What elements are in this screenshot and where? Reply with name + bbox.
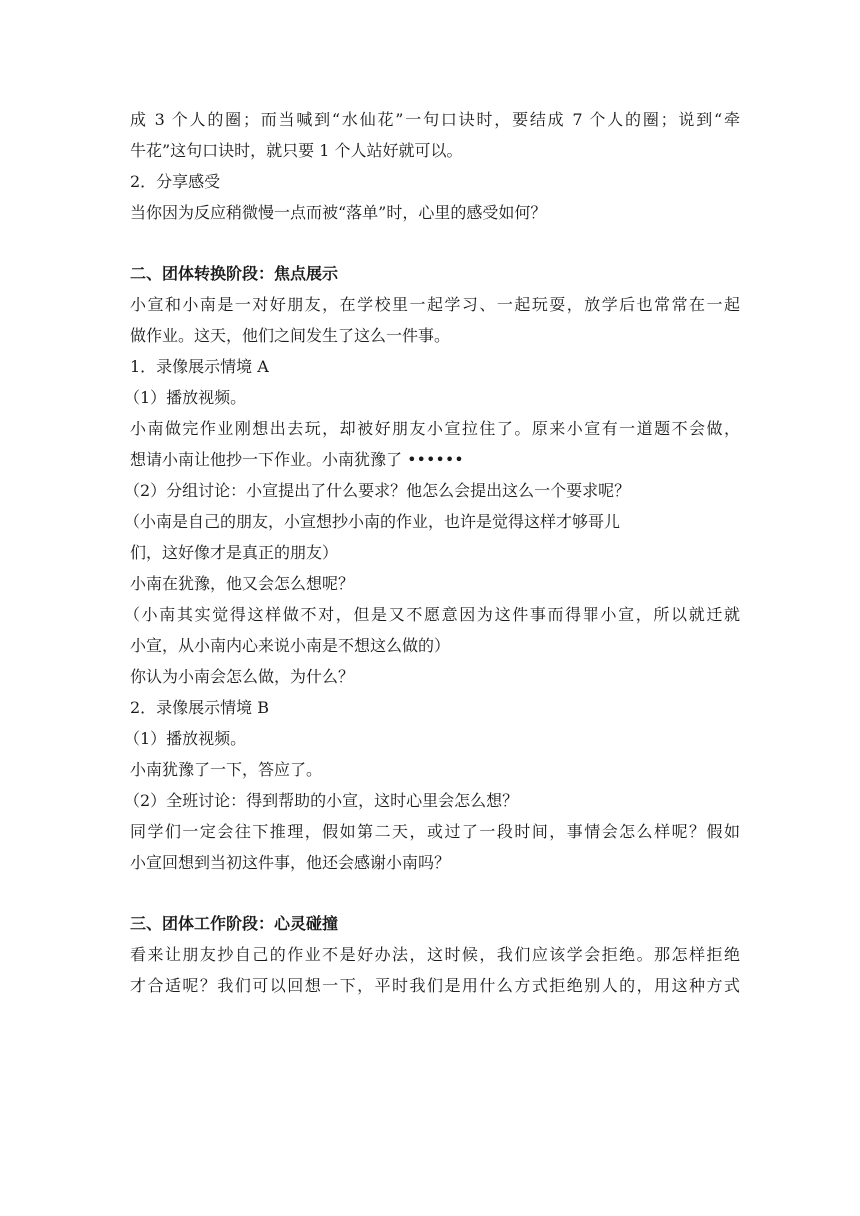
list-item: （1）播放视频。 [124, 729, 247, 748]
paragraph-line: 小南在犹豫，他又会怎么想呢？ [130, 574, 355, 593]
paragraph-line: （小南是自己的朋友，小宣想抄小南的作业，也许是觉得这样才够哥儿 [124, 512, 621, 531]
list-item: 2．分享感受 [130, 172, 221, 191]
paragraph-line: 小南犹豫了一下，答应了。 [130, 760, 323, 779]
paragraph-line: 你认为小南会怎么做，为什么？ [130, 667, 355, 686]
paragraph-line: 们，这好像才是真正的朋友） [130, 543, 339, 562]
spacer [130, 878, 740, 908]
paragraph-line: 想请小南让他抄一下作业。小南犹豫了 •••••• [130, 450, 464, 469]
paragraph-line: （小南其实觉得这样做不对，但是又不愿意因为这件事而得罪小宣，所以就迁就 [124, 605, 740, 624]
list-item: （2）全班讨论：得到帮助的小宣，这时心里会怎么想？ [124, 791, 519, 810]
section-heading: 二、团体转换阶段：焦点展示 [130, 264, 339, 283]
list-item: 1．录像展示情境 A [130, 357, 269, 376]
section-heading: 三、团体工作阶段：心灵碰撞 [130, 914, 339, 933]
paragraph-line: 做作业。这天，他们之间发生了这么一件事。 [130, 326, 451, 345]
list-item: （2）分组讨论：小宣提出了什么要求？他怎么会提出这么一个要求呢？ [124, 481, 631, 500]
paragraph-line: 看来让朋友抄自己的作业不是好办法，这时候，我们应该学会拒绝。那怎样拒绝 [130, 945, 740, 964]
list-item: 2．录像展示情境 B [130, 698, 270, 717]
spacer [130, 228, 740, 258]
paragraph-line: 成 3 个人的圈；而当喊到“水仙花”一句口诀时，要结成 7 个人的圈；说到“牵 [130, 110, 740, 129]
paragraph-line: 小宣和小南是一对好朋友，在学校里一起学习、一起玩耍，放学后也常常在一起 [130, 295, 740, 314]
paragraph-line: 小宣，从小南内心来说小南是不想这么做的） [130, 636, 451, 655]
paragraph-line: 当你因为反应稍微慢一点而被“落单”时，心里的感受如何？ [130, 203, 547, 222]
paragraph-line: 同学们一定会往下推理，假如第二天，或过了一段时间，事情会怎么样呢？假如 [130, 822, 740, 841]
list-item: （1）播放视频。 [124, 388, 247, 407]
paragraph-line: 小南做完作业刚想出去玩，却被好朋友小宣拉住了。原来小宣有一道题不会做， [130, 419, 740, 438]
document-body [124, 104, 740, 1001]
paragraph-line: 小宣回想到当初这件事，他还会感谢小南吗？ [130, 853, 451, 872]
paragraph-line: 牛花”这句口诀时，就只要 1 个人站好就可以。 [130, 141, 463, 160]
paragraph-line: 才合适呢？我们可以回想一下，平时我们是用什么方式拒绝别人的，用这种方式 [130, 976, 740, 995]
